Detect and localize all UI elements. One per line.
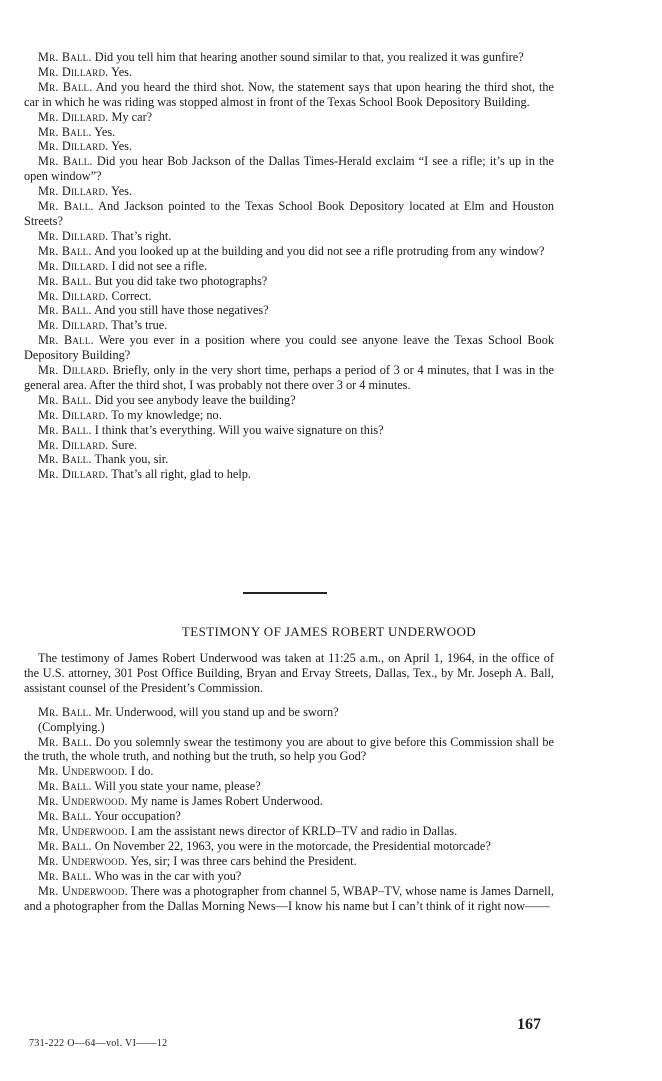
transcript-line bbox=[24, 274, 554, 289]
transcript-line bbox=[24, 735, 554, 765]
transcript-line bbox=[24, 438, 554, 453]
transcript-line bbox=[24, 408, 554, 423]
speaker-name: Mr. Ball. bbox=[38, 243, 92, 258]
transcript-line bbox=[24, 363, 554, 393]
speaker-name: Mr. Dillard. bbox=[38, 407, 109, 422]
transcript-line bbox=[24, 720, 554, 735]
speaker-name: Mr. Underwood. bbox=[38, 883, 128, 898]
line-text: On November 22, 1963, you were in the motorcade, the Presidential motorcade? bbox=[94, 838, 491, 853]
line-text: And you looked up at the building and you did not see a rifle protruding from any window? bbox=[94, 243, 545, 258]
speaker-name: Mr. Dillard. bbox=[38, 258, 109, 273]
transcript-line bbox=[24, 839, 554, 854]
transcript-part-1 bbox=[24, 50, 554, 482]
line-text: Were you ever in a position where you could see anyone leave the Texas School Book Depository Building? bbox=[24, 333, 555, 363]
line-text: Your occupation? bbox=[94, 809, 181, 824]
speaker-name: Mr. Ball. bbox=[38, 303, 92, 318]
speaker-name: Mr. Dillard. bbox=[38, 363, 110, 378]
line-text: Sure. bbox=[111, 437, 138, 452]
speaker-name: Mr. Ball. bbox=[38, 392, 92, 407]
line-text: I do. bbox=[130, 764, 154, 779]
speaker-name: Mr. Dillard. bbox=[38, 64, 109, 79]
speaker-name: Mr. Ball. bbox=[38, 199, 94, 214]
transcript-part-2 bbox=[24, 651, 554, 913]
line-text: I am the assistant news director of KRLD–TV and radio in Dallas. bbox=[130, 823, 458, 838]
speaker-name: Mr. Dillard. bbox=[38, 467, 109, 482]
speaker-name: Mr. Ball. bbox=[38, 734, 92, 749]
line-text: And you still have those negatives? bbox=[94, 303, 269, 318]
section-title: TESTIMONY OF JAMES ROBERT UNDERWOOD bbox=[181, 624, 477, 639]
speaker-name: Mr. Dillard. bbox=[38, 139, 109, 154]
line-text: Did you see anybody leave the building? bbox=[94, 392, 296, 407]
paragraph-gap bbox=[24, 696, 554, 705]
speaker-name: Mr. Dillard. bbox=[38, 109, 109, 124]
speaker-name: Mr. Ball. bbox=[38, 154, 93, 169]
line-text: That’s right. bbox=[111, 228, 172, 243]
line-text: That’s all right, glad to help. bbox=[111, 467, 251, 482]
transcript-line bbox=[24, 869, 554, 884]
line-text: My name is James Robert Underwood. bbox=[130, 794, 323, 809]
transcript-line bbox=[24, 393, 554, 408]
speaker-name: Mr. Ball. bbox=[38, 50, 92, 64]
speaker-name: Mr. Ball. bbox=[38, 273, 92, 288]
transcript-line bbox=[24, 80, 554, 110]
print-code: 731-222 O—64—vol. VI——12 bbox=[29, 1038, 168, 1049]
line-text: To my knowledge; no. bbox=[111, 407, 222, 422]
line-text: Yes. bbox=[111, 184, 133, 199]
line-text: Did you hear Bob Jackson of the Dallas Times-Herald exclaim “I see a rifle; it’s up in the open window”? bbox=[24, 154, 555, 184]
transcript-line bbox=[24, 289, 554, 304]
speaker-name: Mr. Ball. bbox=[38, 704, 92, 719]
line-text: I think that’s everything. Will you waive signature on this? bbox=[94, 422, 384, 437]
line-text: Did you tell him that hearing another sound similar to that, you realized it was gunfire? bbox=[94, 50, 524, 64]
speaker-name: Mr. Dillard. bbox=[38, 228, 109, 243]
speaker-name: Mr. Dillard. bbox=[38, 437, 109, 452]
speaker-name: Mr. Underwood. bbox=[38, 853, 128, 868]
line-text: And you heard the third shot. Now, the statement says that upon hearing the third shot, the car in which he was riding was stopped almost in front of the Texas School Book Depository Building. bbox=[24, 79, 554, 109]
intro-paragraph: The testimony of James Robert Underwood was taken at 11:25 a.m., on April 1, 1964, in the office of the U.S. attorney, 301 Post Office Building, Bryan and Ervay Streets, Dallas, Tex., by Mr. Joseph A. Ball, assistant counsel of the President’s Commission. bbox=[24, 651, 554, 695]
speaker-name: Mr. Ball. bbox=[38, 124, 92, 139]
transcript-line bbox=[24, 139, 554, 154]
line-text: Yes, sir; I was three cars behind the President. bbox=[130, 853, 357, 868]
speaker-name: Mr. Underwood. bbox=[38, 764, 128, 779]
transcript-line bbox=[24, 154, 554, 184]
transcript-line bbox=[24, 794, 554, 809]
speaker-name: Mr. Underwood. bbox=[38, 823, 128, 838]
transcript-line bbox=[24, 50, 554, 65]
line-text: And Jackson pointed to the Texas School Book Depository located at Elm and Houston Streets? bbox=[24, 199, 554, 228]
transcript-line bbox=[24, 199, 554, 229]
line-text: Yes. bbox=[94, 124, 116, 139]
speaker-name: Mr. Ball. bbox=[38, 333, 94, 348]
line-text: Yes. bbox=[111, 64, 133, 79]
page-number: 167 bbox=[517, 1016, 541, 1033]
transcript-line bbox=[24, 333, 554, 363]
speaker-name: Mr. Ball. bbox=[38, 809, 92, 824]
speaker-name: Mr. Dillard. bbox=[38, 318, 109, 333]
speaker-name: Mr. Ball. bbox=[38, 779, 92, 794]
line-text: (Complying.) bbox=[38, 719, 105, 734]
speaker-name: Mr. Dillard. bbox=[38, 184, 109, 199]
transcript-line bbox=[24, 423, 554, 438]
speaker-name: Mr. Ball. bbox=[38, 868, 92, 883]
transcript-line bbox=[24, 318, 554, 333]
line-text: My car? bbox=[111, 109, 153, 124]
line-text: Correct. bbox=[111, 288, 152, 303]
line-text: Mr. Underwood, will you stand up and be sworn? bbox=[94, 704, 339, 719]
line-text: Yes. bbox=[111, 139, 133, 154]
line-text: Briefly, only in the very short time, perhaps a period of 3 or 4 minutes, that I was in the general area. After the third shot, I was probably not there over 3 or 4 minutes. bbox=[24, 363, 555, 392]
transcript-line bbox=[24, 764, 554, 779]
transcript-line bbox=[24, 184, 554, 199]
speaker-name: Mr. Ball. bbox=[38, 838, 92, 853]
transcript-line bbox=[24, 779, 554, 794]
section-divider bbox=[243, 592, 327, 594]
transcript-line bbox=[24, 125, 554, 140]
transcript-line bbox=[24, 65, 554, 80]
speaker-name: Mr. Ball. bbox=[38, 422, 92, 437]
line-text: Do you solemnly swear the testimony you are about to give before this Commission shall be the truth, the whole truth, and nothing but the truth, so help you God? bbox=[24, 734, 555, 764]
speaker-name: Mr. Dillard. bbox=[38, 288, 109, 303]
line-text: Will you state your name, please? bbox=[94, 779, 261, 794]
transcript-line bbox=[24, 229, 554, 244]
transcript-line bbox=[24, 452, 554, 467]
line-text: There was a photographer from channel 5, WBAP–TV, whose name is James Darnell, and a photographer from the Dallas Morning News—I know his name but I can’t think of it right now—— bbox=[24, 883, 554, 913]
line-text: I did not see a rifle. bbox=[111, 258, 208, 273]
line-text: That’s true. bbox=[111, 318, 168, 333]
transcript-line bbox=[24, 303, 554, 318]
transcript-line bbox=[24, 884, 554, 914]
speaker-name: Mr. Ball. bbox=[38, 452, 92, 467]
speaker-name: Mr. Underwood. bbox=[38, 794, 128, 809]
transcript-line bbox=[24, 824, 554, 839]
line-text: Thank you, sir. bbox=[94, 452, 169, 467]
transcript-line bbox=[24, 244, 554, 259]
transcript-line bbox=[24, 467, 554, 482]
transcript-line bbox=[24, 705, 554, 720]
transcript-line bbox=[24, 110, 554, 125]
transcript-line bbox=[24, 259, 554, 274]
transcript-line bbox=[24, 854, 554, 869]
line-text: But you did take two photographs? bbox=[94, 273, 268, 288]
transcript-line bbox=[24, 809, 554, 824]
line-text: Who was in the car with you? bbox=[94, 868, 242, 883]
speaker-name: Mr. Ball. bbox=[38, 79, 93, 94]
